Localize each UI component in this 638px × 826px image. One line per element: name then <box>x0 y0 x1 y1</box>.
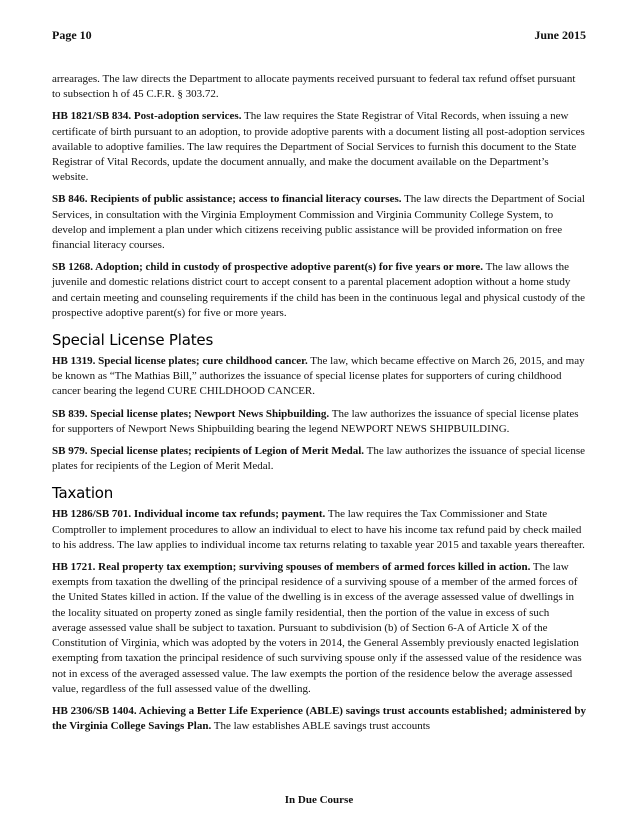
bill-heading: HB 1286/SB 701. Individual income tax refunds; payment. <box>52 508 326 521</box>
paragraph: HB 2306/SB 1404. Achieving a Better Life Experience (ABLE) savings trust accounts established; administered by the Virginia College Savings Plan. The law establishes ABLE savings trust accounts <box>52 704 587 733</box>
paragraph: arrearages. The law directs the Department to allocate payments received pursuant to federal tax refund offset pursuant to subsection h of 45 C.F.R. § 303.72. <box>52 73 576 101</box>
paragraph: HB 1286/SB 701. Individual income tax refunds; payment. The law requires the Tax Commissioner and State Comptroller to implement procedures to allow an individual to elect to have his income tax refund paid by check mailed to his address. The law applies to individual income tax returns relating to taxable year 2015 and taxable years thereafter. <box>52 508 585 551</box>
paragraph: SB 839. Special license plates; Newport News Shipbuilding. The law authorizes the issuance of special license plates for supporters of Newport News Shipbuilding bearing the legend NEWPORT NEWS SHIPBUILDING. <box>52 407 579 435</box>
bill-heading: SB 979. Special license plates; recipients of Legion of Merit Medal. <box>52 445 365 458</box>
paragraph: SB 1268. Adoption; child in custody of prospective adoptive parent(s) for five years or more. The law allows the juvenile and domestic relations district court to accept consent to a parental placement adoption without a home study and certain meeting and counseling requirements if the child has been in the continuous legal and physical custody of the prospective adoptive parent(s) for five or more years. <box>52 261 586 319</box>
page-footer: In Due Course <box>284 794 354 806</box>
bill-heading: SB 846. Recipients of public assistance; access to financial literacy courses. <box>52 193 402 206</box>
bill-heading: HB 1319. Special license plates; cure childhood cancer. <box>52 355 308 368</box>
page-number: Page 10 <box>52 28 92 42</box>
paragraph: SB 979. Special license plates; recipients of Legion of Merit Medal. The law authorizes the issuance of special license plates for recipients of the Legion of Merit Medal. <box>52 445 585 473</box>
bill-heading: HB 1721. Real property tax exemption; surviving spouses of members of armed forces killed in action. <box>52 561 531 574</box>
paragraph: HB 1821/SB 834. Post-adoption services. The law requires the State Registrar of Vital Records, when issuing a new certificate of birth pursuant to an adoption, to provide adoptive parents with a document listing all post-adoption services available to adoptive families. The law requires the Department of Social Services to furnish this document to the State Registrar of Vital Records, update the document annually, and make the document available on the Department’s website. <box>52 110 585 184</box>
paragraph: HB 1319. Special license plates; cure childhood cancer. The law, which became effective on March 26, 2015, and may be known as “The Mathias Bill,” authorizes the issuance of special license plates for supporters of curing childhood cancer bearing the legend CURE CHILDHOOD CANCER. <box>52 355 585 398</box>
paragraph: SB 846. Recipients of public assistance; access to financial literacy courses. The law directs the Department of Social Services, in consultation with the Virginia Employment Commission and Virginia Community College System, to develop and implement a plan under which citizens receiving public assistance will be provided information on free financial literacy courses. <box>52 193 585 252</box>
page-body <box>52 72 586 741</box>
bill-heading: HB 2306/SB 1404. Achieving a Better Life Experience (ABLE) savings trust accounts established; administered by the Virginia College Savings Plan. <box>52 704 587 733</box>
bill-heading: SB 839. Special license plates; Newport News Shipbuilding. <box>52 407 330 420</box>
issue-date: June 2015 <box>534 28 586 42</box>
bill-heading: HB 1821/SB 834. Post-adoption services. <box>52 110 242 123</box>
section-title-taxation: Taxation <box>52 484 114 503</box>
bill-heading: SB 1268. Adoption; child in custody of prospective adoptive parent(s) for five years or more. <box>52 261 484 274</box>
paragraph: HB 1721. Real property tax exemption; surviving spouses of members of armed forces killed in action. The law exempts from taxation the dwelling of the principal residence of a surviving spouse of a member of the armed forces of the United States killed in action. If the value of the dwelling is in excess of the average assessed value of dwellings in the locality situated on property zoned as single family residential, then the portion of the value in excess of such average assessed value shall be subject to taxation. Pursuant to subdivision (b) of Section 6-A of Article X of the Constitution of Virginia, which was adopted by the voters in 2014, the General Assembly previously enacted legislation exempting from taxation the principal residence of such surviving spouse only if the assessed value of the residence was not in excess of the averaged assessed value. The law exempts the portion of the residence below the average assessed value, regardless of the full assessed value of the dwelling. <box>52 561 582 695</box>
page-header <box>52 28 586 46</box>
section-title-special-license-plates: Special License Plates <box>52 331 214 350</box>
